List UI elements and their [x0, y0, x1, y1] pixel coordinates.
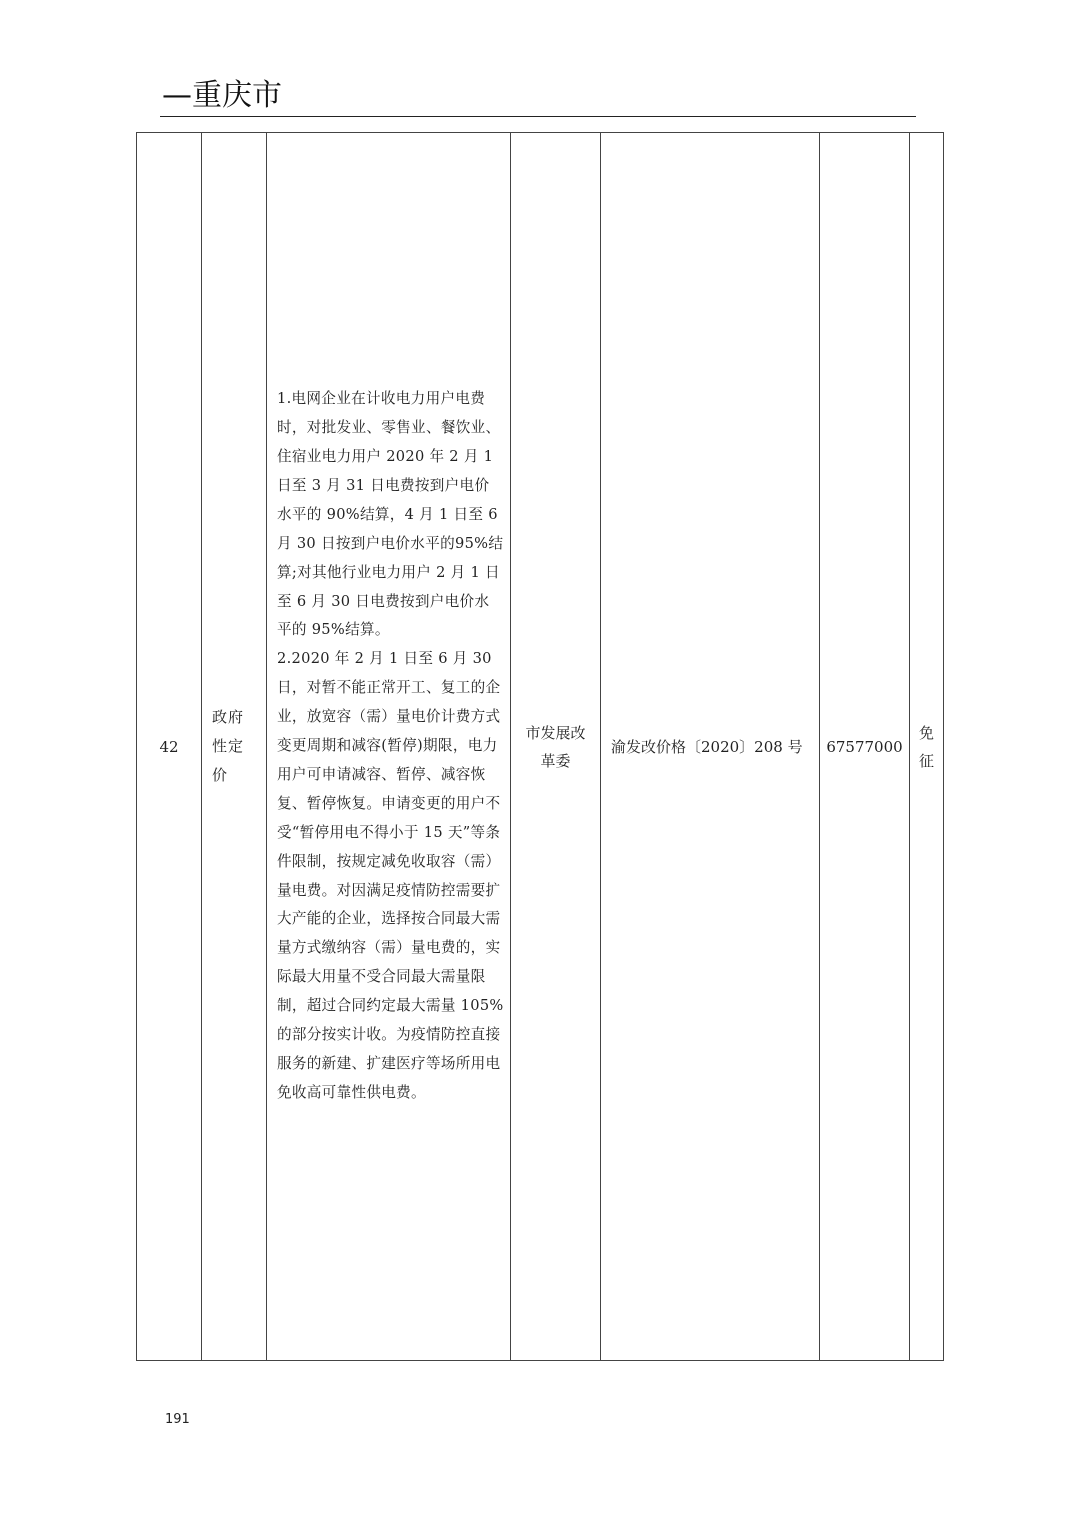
policy-content-item-1: 1.电网企业在计收电力用户电费时，对批发业、零售业、餐饮业、住宿业电力用户 2020 年 2 月 1 日至 3 月 31 日电费按到户电价水平的 90%结算，4 月 1 日至 6 月 30 日按到户电价水平的95%结算;对其他行业电力用户 2 月 1 日至 6 月 30 日电费按到户电价水平的 95%结算。 [277, 390, 504, 639]
row-number-cell [137, 133, 202, 1361]
department-text: 市发展改革委 [525, 723, 586, 770]
department-cell [511, 133, 601, 1361]
document-number: 渝发改价格〔2020〕208 号 [611, 738, 803, 756]
amount-value: 67577000 [826, 737, 903, 756]
header-divider [160, 116, 916, 117]
policy-content-item-2: 2.2020 年 2 月 1 日至 6 月 30 日，对暂不能正常开工、复工的企业，放宽容（需）量电价计费方式变更周期和减容(暂停)期限，电力用户可申请减容、暂停、减容恢复、暂停恢复。申请变更的用户不受“暂停用电不得小于 15 天”等条件限制，按规定减免收取容（需）量电费。对因满足疫情防控需要扩大产能的企业，选择按合同最大需量方式缴纳容（需）量电费的，实际最大用量不受合同最大需量限制，超过合同约定最大需量 105%的部分按实计收。为疫情防控直接服务的新建、扩建医疗等场所用电免收高可靠性供电费。 [277, 650, 504, 1101]
category-text: 政府性定价 [212, 708, 245, 784]
mode-text: 免征 [918, 723, 934, 770]
category-cell [202, 133, 267, 1361]
mode-cell [910, 133, 944, 1361]
policy-content-cell [267, 133, 511, 1361]
page-number: 191 [165, 1412, 190, 1427]
table-row [137, 133, 944, 1361]
document-cell [601, 133, 820, 1361]
row-number: 42 [159, 737, 179, 756]
amount-cell [820, 133, 910, 1361]
page-title: —重庆市 [162, 78, 282, 113]
policy-table [136, 132, 944, 1361]
